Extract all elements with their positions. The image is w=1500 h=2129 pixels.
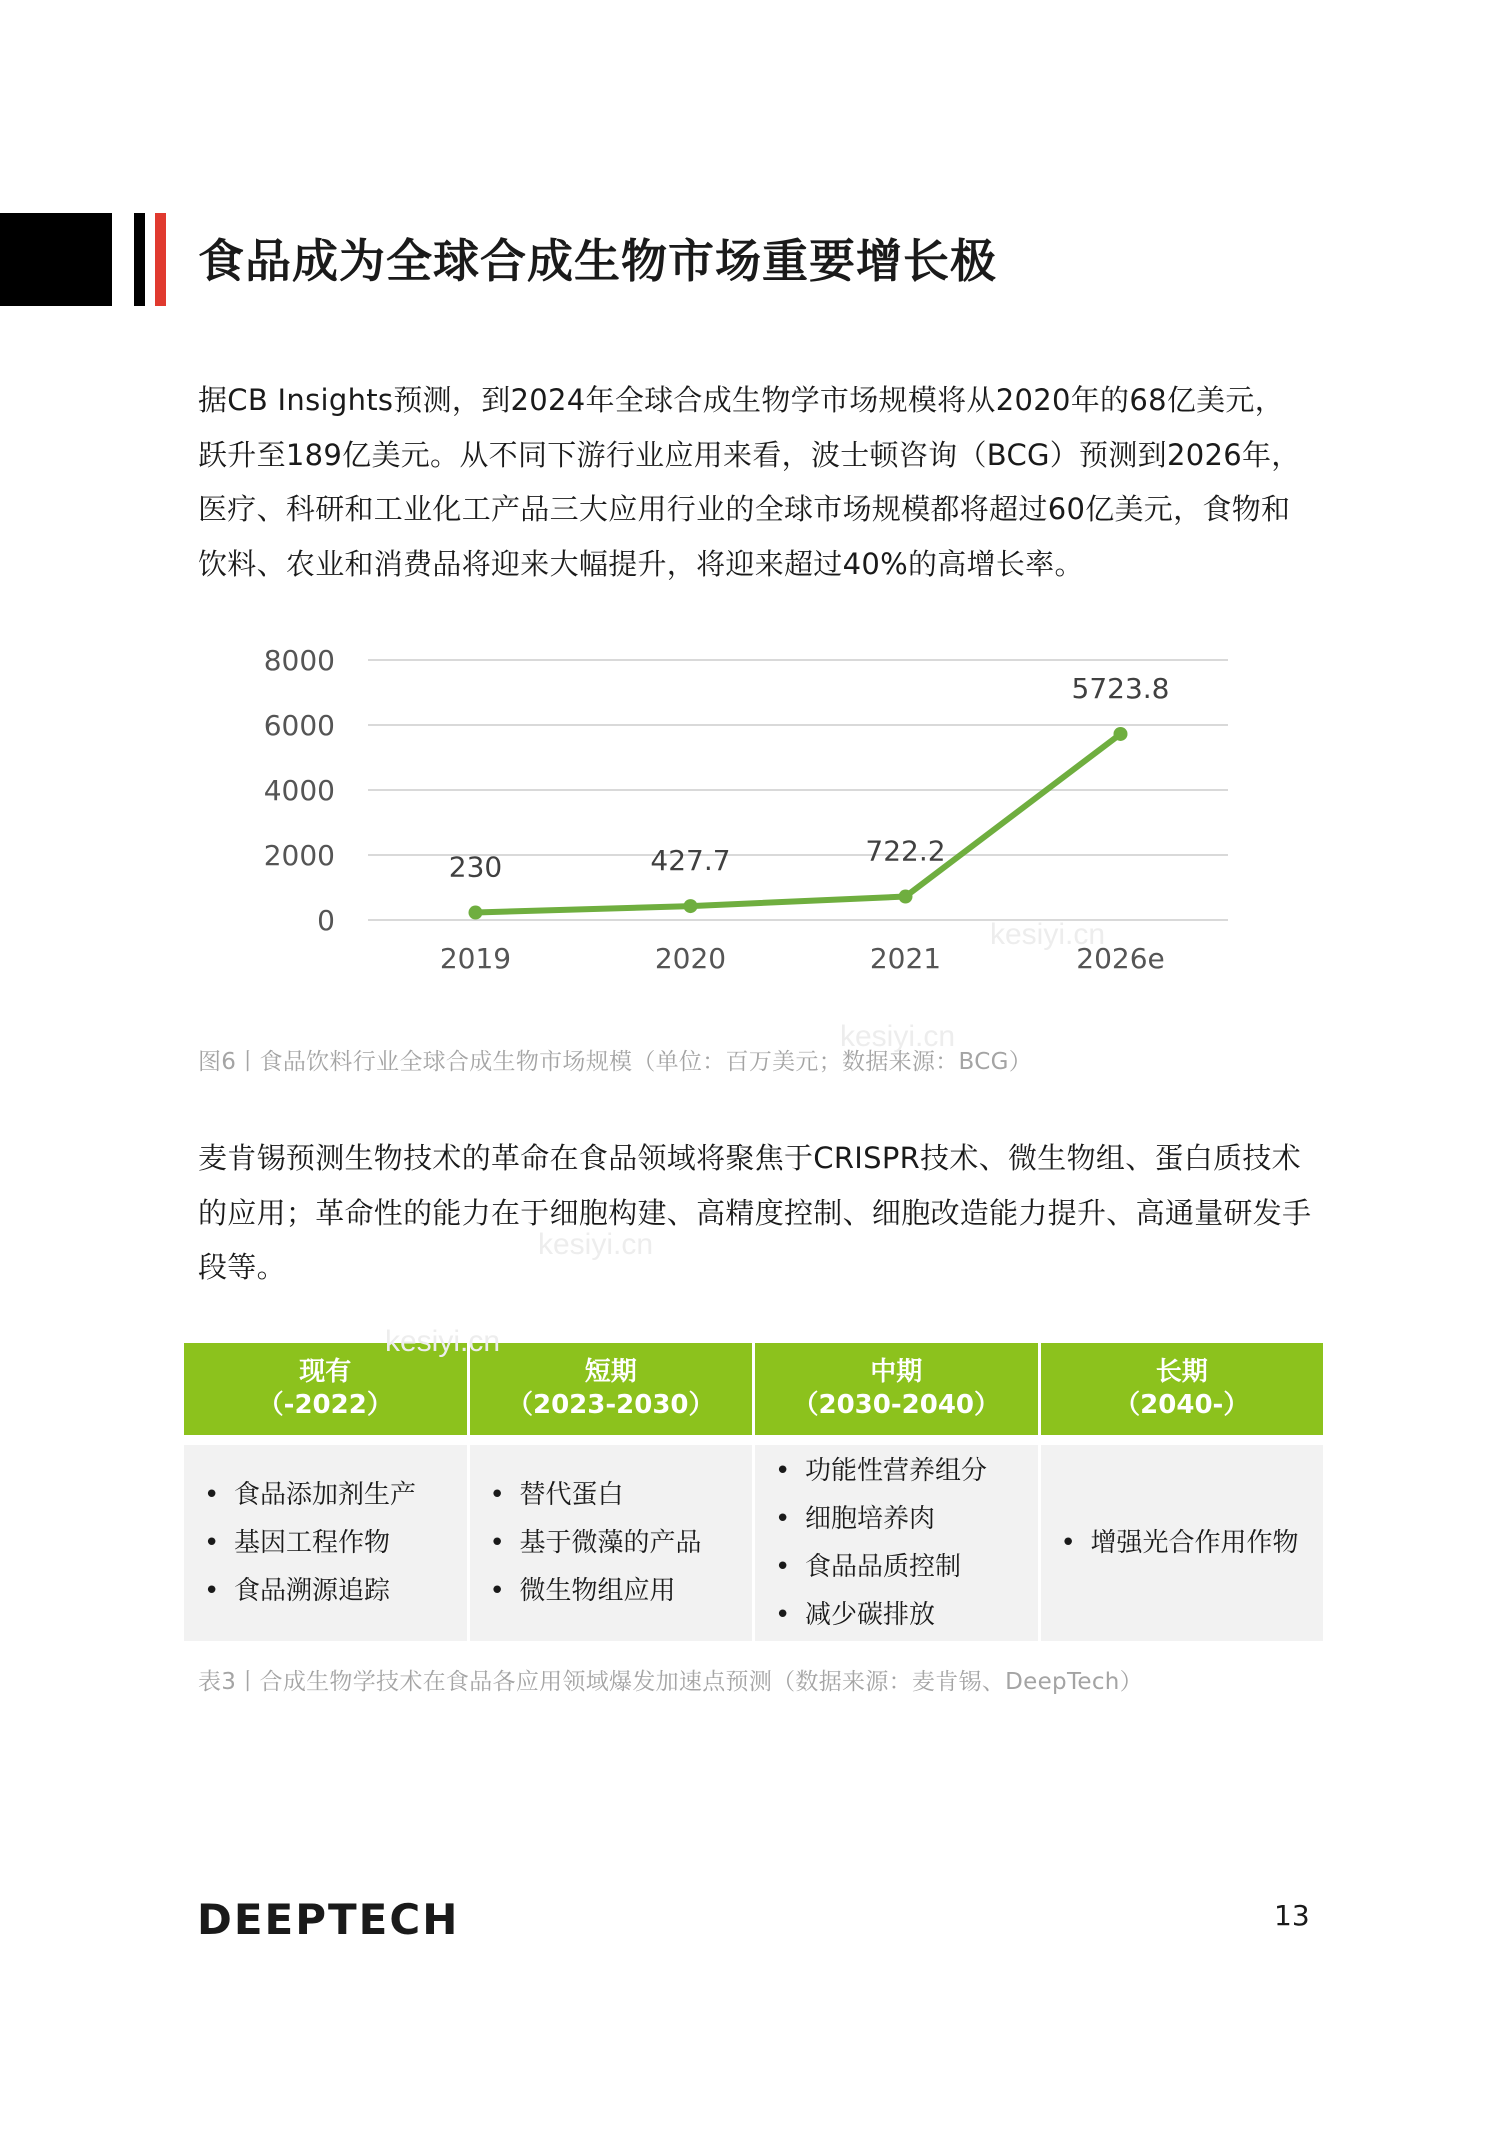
watermark-text: kesiyi.cn — [990, 918, 1106, 951]
list-item: • 细胞培养肉 — [769, 1495, 1024, 1543]
list-item: • 微生物组应用 — [484, 1567, 739, 1615]
list-item: • 功能性营养组分 — [769, 1447, 1024, 1495]
header-period: （2023-2030） — [506, 1390, 715, 1420]
table-row — [184, 1445, 1323, 1641]
data-point — [469, 906, 483, 920]
header-black-bar — [134, 213, 145, 306]
data-label: 230 — [448, 850, 503, 884]
header-period: （2030-2040） — [792, 1390, 1001, 1420]
data-label: 427.7 — [650, 844, 731, 878]
data-point — [684, 899, 698, 913]
x-tick-label: 2026e — [1076, 942, 1165, 975]
watermark-text: kesiyi.cn — [840, 1020, 956, 1053]
data-point — [1114, 727, 1128, 741]
list-item: • 食品添加剂生产 — [198, 1471, 453, 1519]
cell-long-term — [1041, 1445, 1324, 1641]
page-number: 13 — [1274, 1899, 1310, 1932]
list-item: • 基因工程作物 — [198, 1519, 453, 1567]
y-tick-label: 6000 — [263, 709, 335, 742]
intro-paragraph: 据CB Insights预测，到2024年全球合成生物学市场规模将从2020年的68亿美元，跃升至189亿美元。从不同下游行业应用来看，波士顿咨询（BCG）预测到2026年，医疗、科研和工业化工产品三大应用行业的全球市场规模都将超过60亿美元，食物和饮料、农业和消费品将迎来大幅提升，将迎来超过40%的高增长率。 — [198, 383, 1301, 581]
data-label: 5723.8 — [1071, 671, 1170, 705]
watermark-text: kesiyi.cn — [385, 1325, 501, 1358]
y-tick-label: 4000 — [263, 774, 335, 807]
forecast-table — [181, 1343, 1326, 1641]
header-black-block — [0, 213, 112, 306]
deeptech-logo: DEEPTECH — [197, 1895, 460, 1944]
y-tick-label: 8000 — [263, 644, 335, 677]
header-title: 短期 — [584, 1357, 637, 1387]
list-item: • 替代蛋白 — [484, 1471, 739, 1519]
x-tick-label: 2021 — [869, 942, 942, 975]
list-item: • 食品品质控制 — [769, 1543, 1024, 1591]
header-cell-mid-term — [755, 1343, 1038, 1435]
cell-current — [184, 1445, 467, 1641]
y-tick-label: 2000 — [263, 839, 335, 872]
header-period: （2040-） — [1114, 1390, 1250, 1420]
table-caption: 表3丨合成生物学技术在食品各应用领域爆发加速点预测（数据来源：麦肯锡、DeepTech） — [198, 1669, 1143, 1695]
header-red-bar — [155, 213, 166, 306]
header-period: （-2022） — [257, 1390, 393, 1420]
cell-mid-term — [755, 1445, 1038, 1641]
table-header-row — [184, 1343, 1323, 1435]
header-cell-short-term — [470, 1343, 753, 1435]
data-label: 722.2 — [865, 834, 946, 868]
list-item: • 增强光合作用作物 — [1055, 1519, 1310, 1567]
list-item: • 减少碳排放 — [769, 1591, 1024, 1639]
list-item: • 食品溯源追踪 — [198, 1567, 453, 1615]
list-item: • 基于微藻的产品 — [484, 1519, 739, 1567]
header-cell-long-term — [1041, 1343, 1324, 1435]
cell-short-term — [470, 1445, 753, 1641]
page-title: 食品成为全球合成生物市场重要增长极 — [198, 234, 997, 288]
figure-caption: 图6丨食品饮料行业全球合成生物市场规模（单位：百万美元；数据来源：BCG） — [198, 1049, 1032, 1075]
x-tick-label: 2020 — [654, 942, 727, 975]
header-title: 中期 — [870, 1357, 923, 1387]
y-tick-label: 0 — [317, 904, 335, 937]
data-point — [899, 890, 913, 904]
second-paragraph: 麦肯锡预测生物技术的革命在食品领域将聚焦于CRISPR技术、微生物组、蛋白质技术的应用；革命性的能力在于细胞构建、高精度控制、细胞改造能力提升、高通量研发手段等。 — [198, 1141, 1312, 1284]
x-tick-label: 2019 — [439, 942, 512, 975]
watermark-text: kesiyi.cn — [538, 1228, 654, 1261]
header-title: 长期 — [1155, 1357, 1208, 1387]
series-line — [476, 734, 1121, 913]
header-title: 现有 — [299, 1357, 352, 1387]
